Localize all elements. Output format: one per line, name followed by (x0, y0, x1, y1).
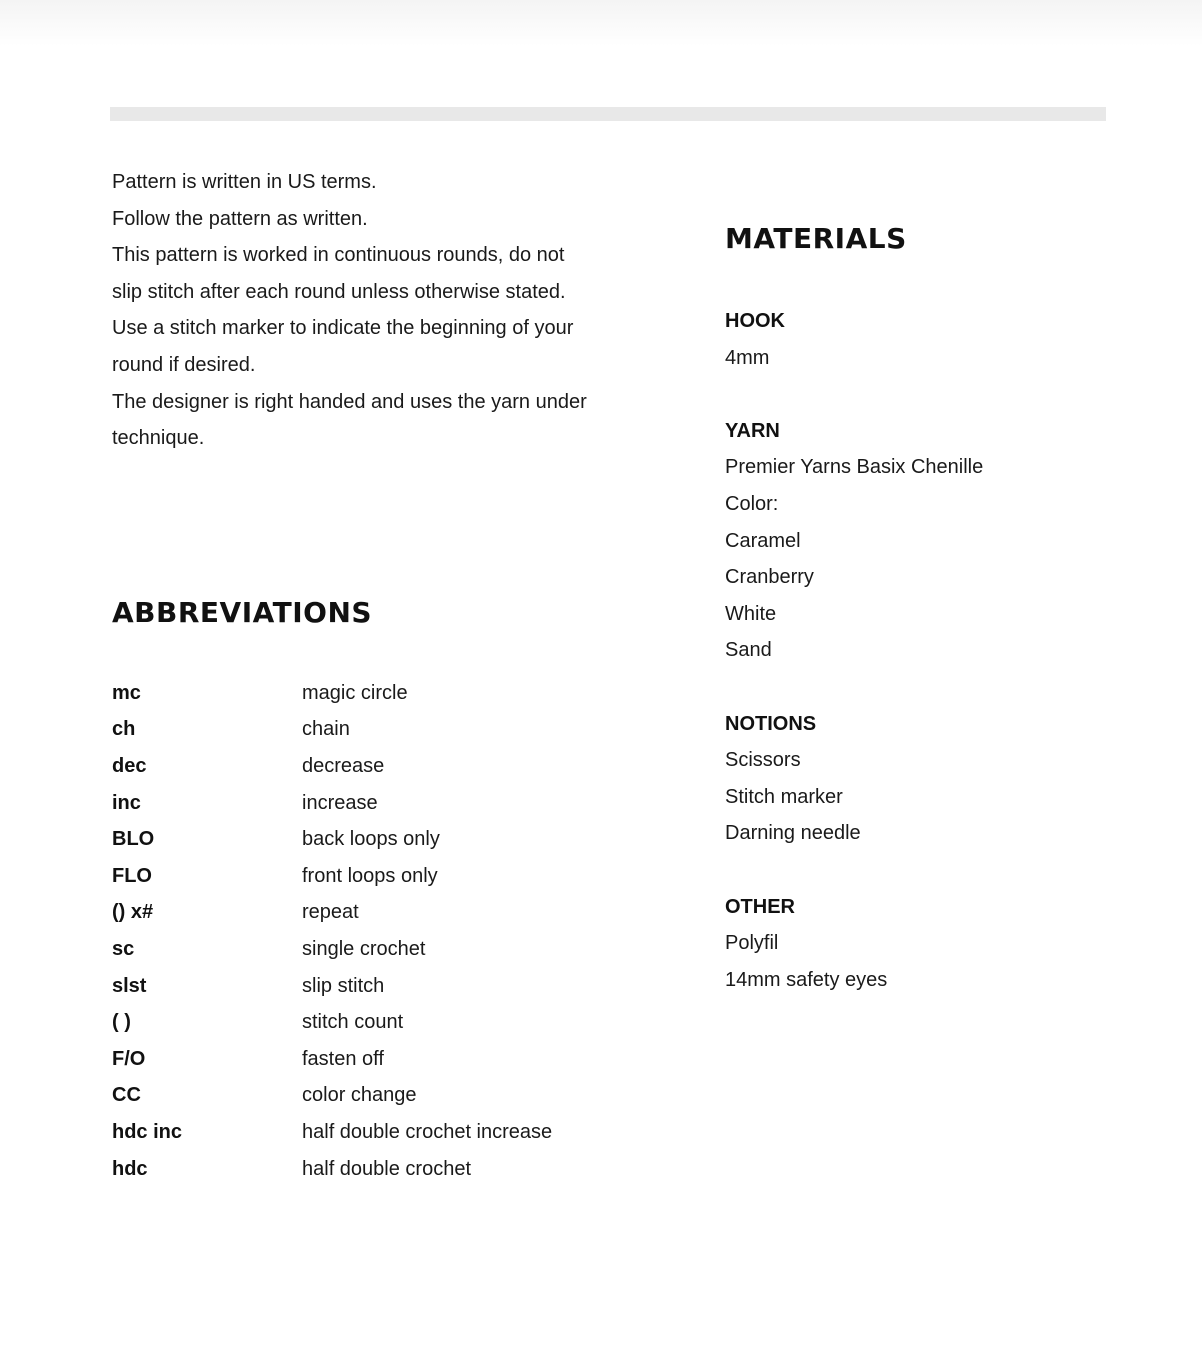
materials-item: Darning needle (725, 822, 861, 845)
abbreviation-row (112, 1078, 632, 1115)
abbreviation-row (112, 712, 632, 749)
materials-heading: YARN (725, 419, 780, 442)
abbreviations-list (112, 675, 632, 1187)
abbreviation-definition: increase (302, 791, 378, 814)
abbreviation-definition: half double crochet increase (302, 1120, 553, 1143)
abbreviation-definition: chain (302, 718, 350, 741)
abbreviation-term: () x# (112, 901, 154, 924)
materials-item: 14mm safety eyes (725, 968, 888, 991)
abbreviation-term: FLO (112, 864, 152, 887)
intro-line: slip stitch after each round unless otherwise stated. (112, 280, 566, 303)
abbreviation-term: slst (112, 974, 147, 997)
page-top-shade (0, 0, 1202, 46)
materials-group-yarn (725, 413, 1165, 669)
abbreviation-term: mc (112, 681, 141, 704)
materials-item: 4mm (725, 346, 770, 369)
materials-list (725, 303, 1165, 1035)
abbreviation-term: sc (112, 937, 135, 960)
materials-item: Color: (725, 492, 779, 515)
abbreviation-row (112, 748, 632, 785)
intro-line: technique. (112, 427, 205, 450)
abbreviation-row (112, 1151, 632, 1188)
materials-item: Caramel (725, 529, 801, 552)
materials-group-hook (725, 303, 1165, 376)
materials-item: White (725, 602, 777, 625)
abbreviation-term: hdc (112, 1157, 148, 1180)
abbreviation-term: dec (112, 754, 147, 777)
abbreviation-definition: slip stitch (302, 974, 385, 997)
abbreviation-definition: decrease (302, 754, 385, 777)
intro-line: round if desired. (112, 353, 256, 376)
abbreviation-row (112, 968, 632, 1005)
materials-item: Polyfil (725, 932, 779, 955)
abbreviation-definition: color change (302, 1084, 417, 1107)
materials-item: Stitch marker (725, 785, 843, 808)
intro-line: Follow the pattern as written. (112, 207, 368, 230)
abbreviation-row (112, 858, 632, 895)
abbreviation-definition: repeat (302, 901, 359, 924)
abbreviation-definition: back loops only (302, 828, 440, 851)
materials-heading: HOOK (725, 310, 785, 332)
abbreviation-term: inc (112, 791, 141, 814)
intro-line: The designer is right handed and uses the yarn under (112, 390, 587, 413)
abbreviation-definition: magic circle (302, 681, 408, 704)
abbreviation-term: ch (112, 718, 136, 741)
abbreviation-definition: front loops only (302, 864, 438, 887)
abbreviation-term: CC (112, 1084, 141, 1107)
abbreviation-row (112, 675, 632, 712)
intro-line: Pattern is written in US terms. (112, 171, 377, 193)
materials-item: Scissors (725, 749, 801, 772)
intro-line: This pattern is worked in continuous rounds, do not (112, 244, 565, 267)
abbreviation-definition: stitch count (302, 1011, 404, 1034)
abbreviation-row (112, 1004, 632, 1041)
materials-group-other (725, 889, 1165, 999)
materials-heading: OTHER (725, 895, 795, 918)
materials-heading: NOTIONS (725, 712, 817, 735)
abbreviations-title: ABBREVIATIONS (112, 596, 373, 629)
materials-item: Premier Yarns Basix Chenille (725, 456, 984, 479)
intro-notes (112, 164, 632, 457)
abbreviation-term: BLO (112, 828, 155, 851)
materials-group-notions (725, 706, 1165, 852)
header-rule (110, 107, 1106, 121)
abbreviation-row (112, 1041, 632, 1078)
abbreviation-row (112, 785, 632, 822)
abbreviation-row (112, 1114, 632, 1151)
abbreviation-row (112, 895, 632, 932)
intro-line: Use a stitch marker to indicate the beginning of your (112, 317, 574, 340)
abbreviation-definition: single crochet (302, 937, 426, 960)
abbreviation-term: ( ) (112, 1011, 131, 1034)
abbreviation-definition: fasten off (302, 1047, 384, 1070)
materials-item: Cranberry (725, 566, 814, 589)
materials-item: Sand (725, 639, 772, 662)
abbreviation-term: F/O (112, 1047, 146, 1070)
materials-title: MATERIALS (725, 222, 907, 255)
abbreviation-row (112, 821, 632, 858)
abbreviation-row (112, 931, 632, 968)
abbreviation-term: hdc inc (112, 1120, 183, 1143)
abbreviation-definition: half double crochet (302, 1157, 472, 1180)
